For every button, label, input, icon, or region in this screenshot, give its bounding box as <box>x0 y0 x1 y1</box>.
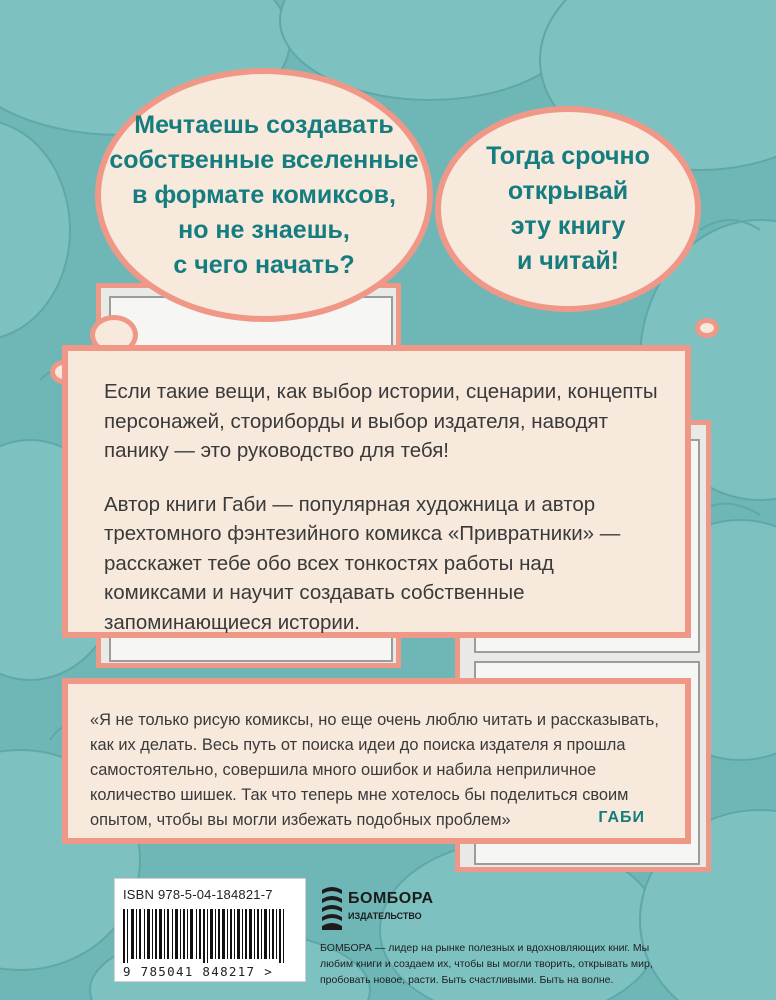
publisher-tagline: БОМБОРА — лидер на рынке полезных и вдохновляющих книг. Мы любим книги и создаем их, чтобы вы могли творить, открывать мир, пробовать новое, расти. Быть счастливыми. Быть на волне. <box>320 942 653 986</box>
thought-dot <box>695 318 719 338</box>
description-box <box>62 345 691 638</box>
bubble-line: с чего начать? <box>173 250 355 279</box>
bubble-line: открывай <box>507 177 629 205</box>
wave-logo-icon <box>320 886 344 930</box>
isbn-digits: 9 785041 848217 > <box>123 964 274 979</box>
description-paragraph-2: Автор книги Габи — популярная художница и автор трехтомного фэнтезийного комикса «Привратники» — расскажет тебе обо всех тонкостях работы над комиксами и научит создавать собственные запоминающиеся истории. <box>104 492 621 634</box>
thought-bubble-answer <box>435 106 701 312</box>
publisher-name: БОМБОРА <box>348 890 434 907</box>
bubble-line: собственные вселенные <box>109 145 419 174</box>
publisher-subtitle: ИЗДАТЕЛЬСТВО <box>348 911 422 921</box>
quote-author: ГАБИ <box>598 809 645 826</box>
bubble-line: эту книгу <box>510 212 626 240</box>
bubble-line: и читай! <box>516 247 620 275</box>
author-quote-box <box>62 678 691 844</box>
bubble-line: Мечтаешь создавать <box>134 110 394 139</box>
isbn-barcode <box>114 878 306 982</box>
publisher-logo <box>320 884 450 936</box>
quote-text: «Я не только рисую комиксы, но еще очень люблю читать и рассказывать, как их делать. Весь путь от поиска идеи до поиска издателя я прошла самостоятельно, совершила много ошибок и набила неприличное количество шишек. Так что теперь мне хотелось бы поделиться своим опытом, чтобы вы могли избежать подобных проблем» <box>90 711 659 829</box>
bubble-line: но не знаешь, <box>178 215 350 244</box>
description-paragraph-1: Если такие вещи, как выбор истории, сценарии, концепты персонажей, сториборды и выбор издателя, наводят панику — это руководство для тебя! <box>104 380 658 462</box>
bubble-line: Тогда срочно <box>486 142 650 170</box>
isbn-label: ISBN 978-5-04-184821-7 <box>123 887 273 902</box>
bubble-line: в формате комиксов, <box>132 180 396 209</box>
thought-bubble-question <box>95 68 433 322</box>
barcode-icon <box>123 909 299 963</box>
